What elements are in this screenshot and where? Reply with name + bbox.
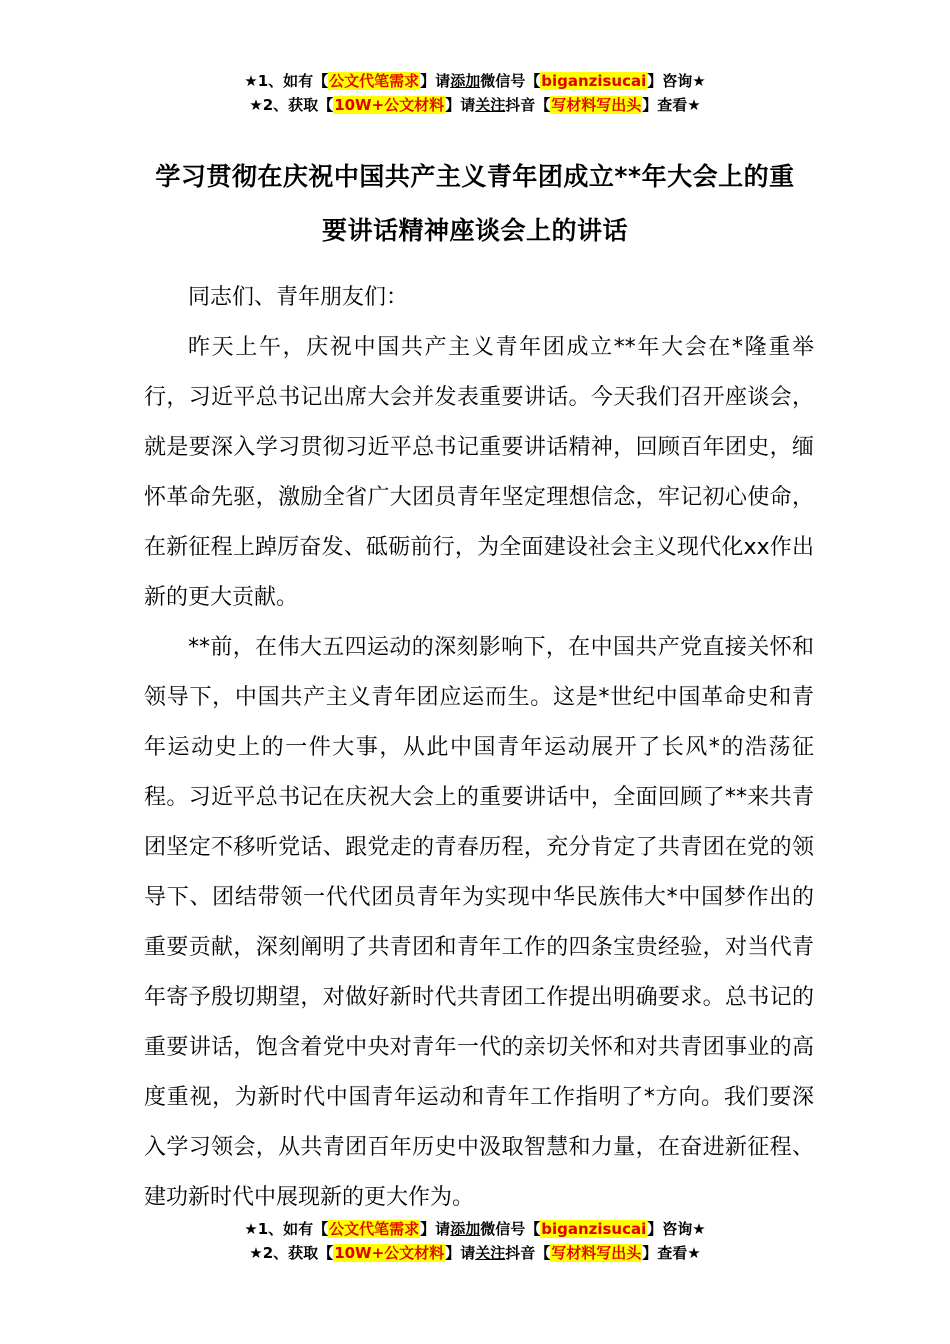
- promo-text: 】请: [420, 1220, 451, 1238]
- promo-underline: 关注: [475, 1244, 506, 1262]
- promo-line-1: [0, 1217, 950, 1241]
- promo-line-2: [0, 93, 950, 117]
- promo-text: 】请: [445, 1244, 476, 1262]
- promo-text: 】请: [445, 96, 476, 114]
- promo-text: ★2、获取【: [249, 96, 334, 114]
- promo-highlight: 10W+公文材料: [334, 96, 445, 114]
- bottom-promo-banner: [0, 1217, 950, 1265]
- top-promo-banner: [0, 69, 950, 117]
- promo-highlight: 10W+公文材料: [334, 1244, 445, 1262]
- promo-highlight: biganzisucai: [541, 1220, 647, 1238]
- promo-text: 】查看★: [642, 1244, 701, 1262]
- promo-text: 】咨询★: [647, 72, 706, 90]
- promo-text: 】咨询★: [647, 1220, 706, 1238]
- promo-text: 微信号【: [480, 1220, 541, 1238]
- promo-text: 抖音【: [505, 96, 551, 114]
- title-line-1: 学习贯彻在庆祝中国共产主义青年团成立**年大会上的重: [155, 162, 795, 191]
- document-title: [100, 150, 850, 258]
- promo-underline: 添加: [450, 1220, 481, 1238]
- promo-text: ★2、获取【: [249, 1244, 334, 1262]
- document-body: [144, 273, 814, 1223]
- promo-text: ★1、如有【: [244, 72, 329, 90]
- promo-highlight: biganzisucai: [541, 72, 647, 90]
- promo-underline: 关注: [475, 96, 506, 114]
- promo-underline: 添加: [450, 72, 481, 90]
- promo-highlight: 公文代笔需求: [329, 1220, 420, 1238]
- title-line-2: 要讲话精神座谈会上的讲话: [321, 216, 628, 245]
- promo-text: 】请: [420, 72, 451, 90]
- promo-text: 抖音【: [505, 1244, 551, 1262]
- promo-line-1: [0, 69, 950, 93]
- promo-highlight: 写材料写出头: [551, 1244, 642, 1262]
- salutation: 同志们、青年朋友们：: [188, 285, 409, 310]
- paragraph: **前，在伟大五四运动的深刻影响下，在中国共产党直接关怀和领导下，中国共产主义青年团应运而生。这是*世纪中国革命史和青年运动史上的一件大事，从此中国青年运动展开了长风*的浩荡征程。习近平总书记在庆祝大会上的重要讲话中，全面回顾了**来共青团坚定不移听党话、跟党走的青春历程，充分肯定了共青团在党的领导下、团结带领一代代团员青年为实现中华民族伟大*中国梦作出的重要贡献，深刻阐明了共青团和青年工作的四条宝贵经验，对当代青年寄予殷切期望，对做好新时代共青团工作提出明确要求。总书记的重要讲话，饱含着党中央对青年一代的亲切关怀和对共青团事业的高度重视，为新时代中国青年运动和青年工作指明了*方向。我们要深入学习领会，从共青团百年历史中汲取智慧和力量，在奋进新征程、建功新时代中展现新的更大作为。: [144, 635, 814, 1210]
- promo-text: 微信号【: [480, 72, 541, 90]
- promo-highlight: 公文代笔需求: [329, 72, 420, 90]
- promo-line-2: [0, 1241, 950, 1265]
- promo-text: 】查看★: [642, 96, 701, 114]
- promo-highlight: 写材料写出头: [551, 96, 642, 114]
- paragraph: 昨天上午，庆祝中国共产主义青年团成立**年大会在*隆重举行，习近平总书记出席大会并发表重要讲话。今天我们召开座谈会，就是要深入学习贯彻习近平总书记重要讲话精神，回顾百年团史，缅怀革命先驱，激励全省广大团员青年坚定理想信念，牢记初心使命，在新征程上踔厉奋发、砥砺前行，为全面建设社会主义现代化xx作出新的更大贡献。: [144, 335, 814, 610]
- promo-text: ★1、如有【: [244, 1220, 329, 1238]
